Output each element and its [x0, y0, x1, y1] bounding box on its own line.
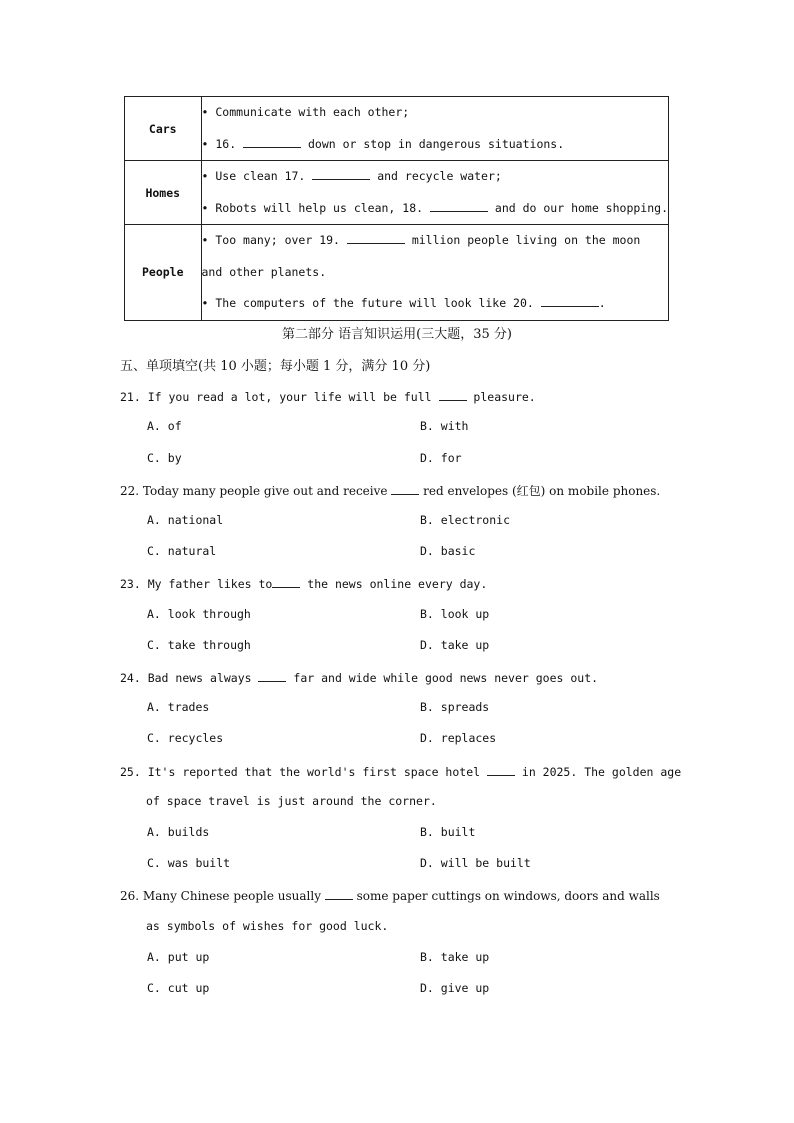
question-text: far and wide while good news never goes out. — [286, 671, 599, 685]
section-title: 五、单项填空(共 10 小题；每小题 1 分，满分 10 分) — [120, 359, 431, 374]
option-d[interactable]: D. replaces — [420, 731, 497, 745]
answer-blank-20[interactable] — [541, 294, 599, 307]
line-text: • Too many; over 19. — [201, 233, 347, 247]
question-number: 25. — [120, 765, 141, 779]
content-line — [202, 288, 669, 320]
question-text: My father likes to — [140, 577, 273, 591]
question-blank[interactable] — [325, 887, 353, 900]
line-text: and do our home shopping. — [487, 200, 668, 215]
question-blank[interactable] — [439, 388, 467, 401]
option-a[interactable]: A. national — [147, 513, 224, 527]
content-line — [202, 193, 669, 225]
question-number: 23. — [120, 577, 141, 591]
question-22 — [120, 482, 660, 499]
question-23 — [120, 575, 487, 591]
option-d[interactable]: D. will be built — [420, 856, 531, 870]
question-number: 21. — [120, 390, 141, 404]
question-24 — [120, 669, 598, 685]
question-number: 22. — [120, 484, 140, 498]
question-21 — [120, 388, 536, 404]
line-text: down or stop in dangerous situations. — [301, 136, 565, 151]
content-line — [202, 161, 669, 193]
table-row-homes — [125, 161, 669, 225]
option-a[interactable]: A. look through — [147, 607, 251, 621]
part-title: 第二部分 语言知识运用(三大题，35 分) — [282, 327, 512, 342]
line-text: • Robots will help us clean, 18. — [201, 200, 430, 215]
question-blank[interactable] — [391, 482, 419, 495]
question-26-continuation: as symbols of wishes for good luck. — [146, 919, 389, 933]
line-text: • The computers of the future will look like 20. — [201, 296, 541, 310]
answer-blank-16[interactable] — [243, 135, 301, 148]
question-blank[interactable] — [272, 575, 300, 588]
answer-blank-19[interactable] — [347, 231, 405, 244]
question-25-continuation: of space travel is just around the corner. — [146, 794, 437, 808]
content-line — [202, 257, 669, 289]
question-blank[interactable] — [258, 669, 286, 682]
option-b[interactable]: B. look up — [420, 607, 490, 621]
option-a[interactable]: A. of — [147, 419, 182, 433]
question-26 — [120, 887, 660, 903]
option-c[interactable]: C. take through — [147, 638, 251, 652]
line-text: and other planets. — [201, 264, 327, 279]
line-text: • 16. — [201, 136, 244, 151]
table-row-people — [125, 225, 669, 321]
option-b[interactable]: B. spreads — [420, 700, 490, 714]
row-label: Cars — [125, 97, 202, 161]
question-text: in 2025. The golden age — [514, 765, 682, 779]
content-line — [202, 225, 669, 257]
question-text: Today many people give out and receive — [139, 484, 392, 498]
row-content — [201, 161, 669, 225]
row-label: Homes — [125, 161, 202, 225]
answer-blank-18[interactable] — [430, 199, 488, 212]
option-d[interactable]: D. give up — [420, 981, 490, 995]
row-content — [201, 97, 669, 161]
option-b[interactable]: B. with — [420, 419, 469, 433]
option-c[interactable]: C. cut up — [147, 981, 210, 995]
question-text: red envelopes (红包) on mobile phones. — [419, 484, 661, 498]
line-text: • Communicate with each other; — [201, 105, 410, 119]
table-row-cars — [125, 97, 669, 161]
question-text: It's reported that the world's first space hotel — [140, 765, 487, 779]
option-b[interactable]: B. electronic — [420, 513, 511, 527]
row-label: People — [125, 225, 202, 321]
line-text: million people living on the moon — [404, 233, 641, 247]
line-text: • Use clean 17. — [201, 169, 313, 183]
option-a[interactable]: A. builds — [147, 825, 210, 839]
question-blank[interactable] — [487, 763, 515, 776]
line-text: . — [598, 296, 606, 310]
question-text: Many Chinese people usually — [139, 889, 325, 903]
option-b[interactable]: B. take up — [420, 950, 490, 964]
option-c[interactable]: C. recycles — [147, 731, 224, 745]
question-text: some paper cuttings on windows, doors and walls — [352, 889, 660, 903]
option-d[interactable]: D. take up — [420, 638, 490, 652]
summary-table — [124, 96, 669, 321]
content-line — [202, 97, 669, 129]
answer-blank-17[interactable] — [312, 167, 370, 180]
option-c[interactable]: C. by — [147, 451, 182, 465]
row-content — [201, 225, 669, 321]
content-line — [202, 129, 669, 161]
question-25 — [120, 763, 681, 779]
question-number: 26. — [120, 889, 140, 903]
option-d[interactable]: D. for — [420, 451, 462, 465]
option-a[interactable]: A. put up — [147, 950, 210, 964]
question-text: If you read a lot, your life will be full — [140, 390, 439, 404]
option-c[interactable]: C. natural — [147, 544, 217, 558]
question-text: pleasure. — [466, 390, 536, 404]
question-number: 24. — [120, 671, 141, 685]
option-a[interactable]: A. trades — [147, 700, 210, 714]
question-text: Bad news always — [140, 671, 259, 685]
line-text: and recycle water; — [370, 169, 502, 183]
option-b[interactable]: B. built — [420, 825, 476, 839]
option-d[interactable]: D. basic — [420, 544, 476, 558]
option-c[interactable]: C. was built — [147, 856, 231, 870]
question-text: the news online every day. — [300, 577, 488, 591]
